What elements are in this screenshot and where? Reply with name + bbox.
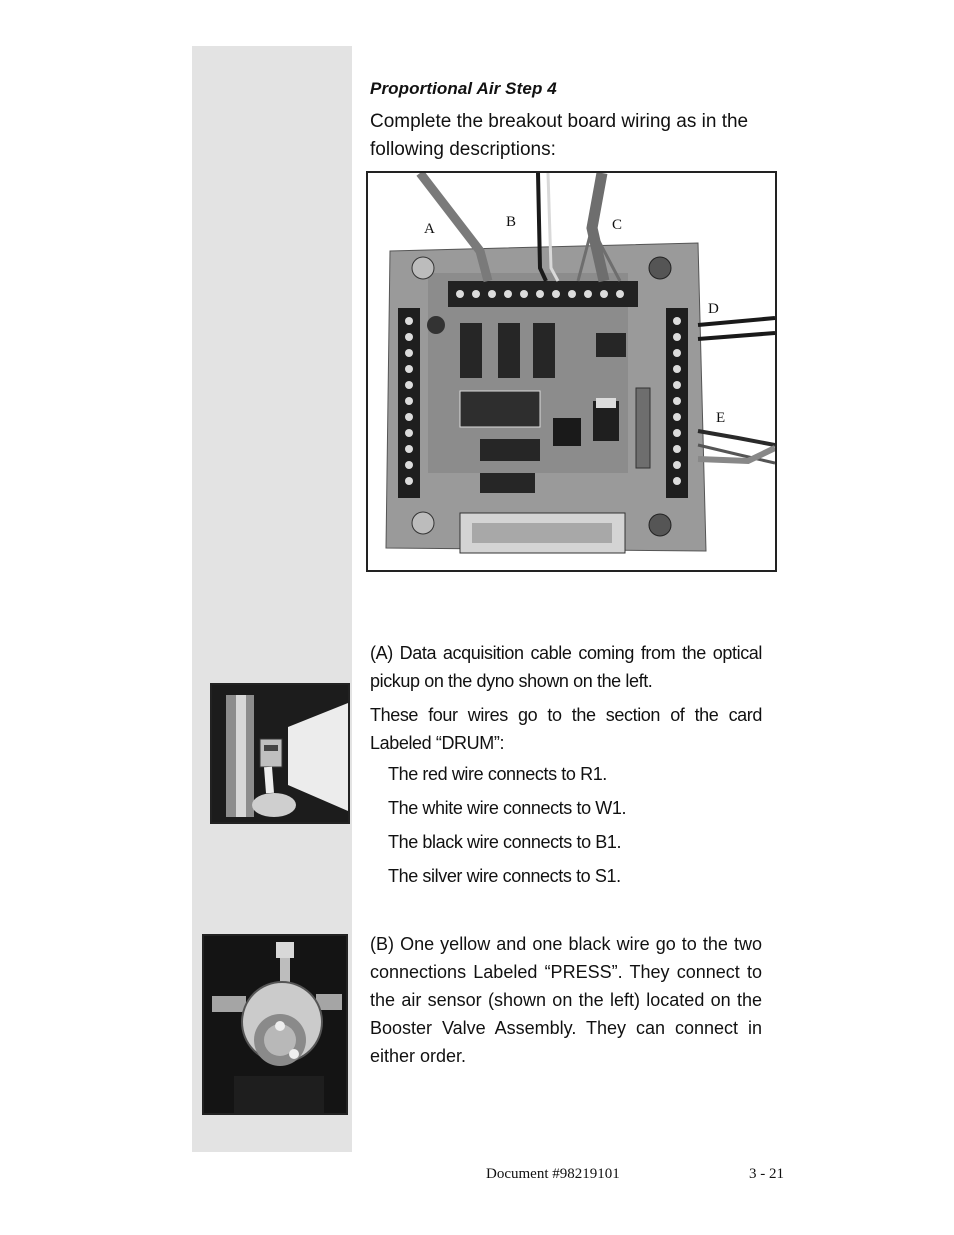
step-title: Proportional Air Step 4 [370,79,557,98]
intro-text: Complete the breakout board wiring as in the following descriptions: [370,111,749,160]
board-label-e: E [716,410,726,426]
wire-red: The red wire connects to R1. [388,764,607,784]
board-label-b: B [506,214,517,230]
footer-document-number: Document #98219101 [486,1166,620,1182]
breakout-board-photo [366,171,777,572]
section-b-text: (B) One yellow and one black wire go to the two connections Labeled “PRESS”. They connect to the air sensor (shown on the left) located on the Booster Valve Assembly. They can connect in either order. [370,934,762,1066]
air-sensor-photo [202,934,348,1115]
section-a-heading: (A) Data acquisition cable coming from the optical pickup on the dyno shown on the left. [370,643,762,691]
board-label-d: D [708,301,719,317]
section-a-detail: These four wires go to the section of the card Labeled “DRUM”: [370,705,762,753]
wire-white: The white wire connects to W1. [388,798,627,818]
footer-page-number: 3 - 21 [749,1166,784,1182]
board-label-a: A [424,221,435,237]
optical-pickup-photo [210,683,350,824]
wire-black: The black wire connects to B1. [388,832,622,852]
wire-silver: The silver wire connects to S1. [388,866,621,886]
board-label-c: C [612,217,623,233]
